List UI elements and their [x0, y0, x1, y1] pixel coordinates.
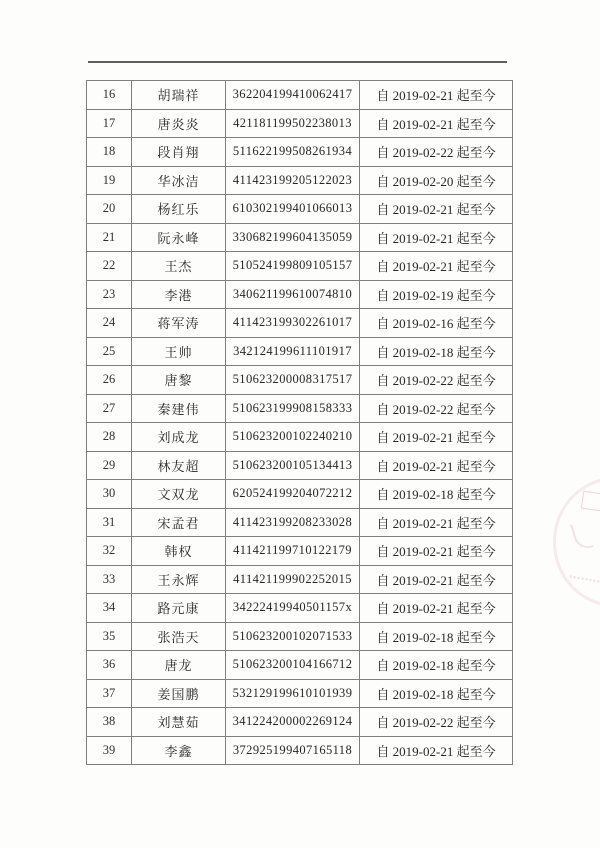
- table-row: [87, 451, 513, 480]
- id-number: 340621199610074810: [226, 280, 360, 309]
- id-number: 34222419940501157x: [226, 594, 360, 623]
- validity-period: 自 2019-02-21 起至今: [360, 195, 513, 224]
- person-name: 刘慧茹: [132, 708, 226, 737]
- validity-period: 自 2019-02-20 起至今: [360, 166, 513, 195]
- person-name: 唐龙: [132, 651, 226, 680]
- validity-period: 自 2019-02-21 起至今: [360, 252, 513, 281]
- row-number: 38: [87, 708, 132, 737]
- table-row: [87, 736, 513, 765]
- person-name: 林友超: [132, 451, 226, 480]
- id-number: 510623200102071533: [226, 622, 360, 651]
- person-name: 王永辉: [132, 565, 226, 594]
- table-row: [87, 480, 513, 509]
- validity-period: 自 2019-02-21 起至今: [360, 451, 513, 480]
- id-number: 532129199610101939: [226, 679, 360, 708]
- validity-period: 自 2019-02-21 起至今: [360, 423, 513, 452]
- validity-period: 自 2019-02-21 起至今: [360, 594, 513, 623]
- person-name: 姜国鹏: [132, 679, 226, 708]
- id-number: 421181199502238013: [226, 109, 360, 138]
- id-number: 610302199401066013: [226, 195, 360, 224]
- row-number: 19: [87, 166, 132, 195]
- table-row: [87, 594, 513, 623]
- row-number: 24: [87, 309, 132, 338]
- validity-period: 自 2019-02-21 起至今: [360, 537, 513, 566]
- id-number: 620524199204072212: [226, 480, 360, 509]
- id-number: 330682199604135059: [226, 223, 360, 252]
- person-name: 韩权: [132, 537, 226, 566]
- person-name: 文双龙: [132, 480, 226, 509]
- person-name: 李港: [132, 280, 226, 309]
- validity-period: 自 2019-02-22 起至今: [360, 708, 513, 737]
- id-number: 411421199902252015: [226, 565, 360, 594]
- row-number: 22: [87, 252, 132, 281]
- table-row: [87, 651, 513, 680]
- row-number: 36: [87, 651, 132, 680]
- row-number: 26: [87, 366, 132, 395]
- table-row: [87, 508, 513, 537]
- row-number: 23: [87, 280, 132, 309]
- table-row: [87, 537, 513, 566]
- person-name: 王杰: [132, 252, 226, 281]
- validity-period: 自 2019-02-22 起至今: [360, 394, 513, 423]
- person-name: 李鑫: [132, 736, 226, 765]
- validity-period: 自 2019-02-21 起至今: [360, 223, 513, 252]
- table-row: [87, 166, 513, 195]
- validity-period: 自 2019-02-22 起至今: [360, 366, 513, 395]
- row-number: 32: [87, 537, 132, 566]
- person-name: 秦建伟: [132, 394, 226, 423]
- id-number: 411423199302261017: [226, 309, 360, 338]
- row-number: 21: [87, 223, 132, 252]
- validity-period: 自 2019-02-19 起至今: [360, 280, 513, 309]
- person-name: 王帅: [132, 337, 226, 366]
- table-row: [87, 195, 513, 224]
- person-name: 华冰洁: [132, 166, 226, 195]
- validity-period: 自 2019-02-18 起至今: [360, 480, 513, 509]
- person-name: 杨红乐: [132, 195, 226, 224]
- table-row: [87, 394, 513, 423]
- id-number: 510524199809105157: [226, 252, 360, 281]
- validity-period: 自 2019-02-18 起至今: [360, 651, 513, 680]
- person-name: 阮永峰: [132, 223, 226, 252]
- table-row: [87, 138, 513, 167]
- id-number: 342124199611101917: [226, 337, 360, 366]
- person-name: 张浩天: [132, 622, 226, 651]
- validity-period: 自 2019-02-18 起至今: [360, 622, 513, 651]
- validity-period: 自 2019-02-18 起至今: [360, 679, 513, 708]
- person-name: 胡瑞祥: [132, 81, 226, 110]
- id-number: 510623199908158333: [226, 394, 360, 423]
- person-name: 唐炎炎: [132, 109, 226, 138]
- table-row: [87, 252, 513, 281]
- id-number: 341224200002269124: [226, 708, 360, 737]
- id-number: 511622199508261934: [226, 138, 360, 167]
- table-row: [87, 337, 513, 366]
- table-row: [87, 423, 513, 452]
- table-row: [87, 81, 513, 110]
- table-row: [87, 280, 513, 309]
- official-seal-stamp: [553, 477, 600, 607]
- validity-period: 自 2019-02-21 起至今: [360, 81, 513, 110]
- row-number: 31: [87, 508, 132, 537]
- seal-inner-mark: [570, 569, 600, 582]
- person-name: 段肖翔: [132, 138, 226, 167]
- person-name: 蒋军涛: [132, 309, 226, 338]
- validity-period: 自 2019-02-18 起至今: [360, 337, 513, 366]
- validity-period: 自 2019-02-22 起至今: [360, 138, 513, 167]
- id-number: 510623200102240210: [226, 423, 360, 452]
- validity-period: 自 2019-02-16 起至今: [360, 309, 513, 338]
- table-row: [87, 366, 513, 395]
- personnel-roster-table: [86, 80, 513, 765]
- seal-inner-mark: [570, 520, 594, 552]
- row-number: 29: [87, 451, 132, 480]
- row-number: 20: [87, 195, 132, 224]
- row-number: 18: [87, 138, 132, 167]
- person-name: 刘成龙: [132, 423, 226, 452]
- row-number: 30: [87, 480, 132, 509]
- validity-period: 自 2019-02-21 起至今: [360, 565, 513, 594]
- validity-period: 自 2019-02-21 起至今: [360, 736, 513, 765]
- id-number: 510623200105134413: [226, 451, 360, 480]
- table-row: [87, 708, 513, 737]
- row-number: 16: [87, 81, 132, 110]
- row-number: 35: [87, 622, 132, 651]
- table-row: [87, 109, 513, 138]
- table-row: [87, 223, 513, 252]
- table-row: [87, 565, 513, 594]
- id-number: 362204199410062417: [226, 81, 360, 110]
- person-name: 唐黎: [132, 366, 226, 395]
- row-number: 25: [87, 337, 132, 366]
- id-number: 372925199407165118: [226, 736, 360, 765]
- validity-period: 自 2019-02-21 起至今: [360, 508, 513, 537]
- validity-period: 自 2019-02-21 起至今: [360, 109, 513, 138]
- id-number: 411423199208233028: [226, 508, 360, 537]
- row-number: 17: [87, 109, 132, 138]
- row-number: 37: [87, 679, 132, 708]
- row-number: 28: [87, 423, 132, 452]
- table-row: [87, 622, 513, 651]
- id-number: 510623200104166712: [226, 651, 360, 680]
- person-name: 路元康: [132, 594, 226, 623]
- table-row: [87, 679, 513, 708]
- id-number: 411423199205122023: [226, 166, 360, 195]
- table-row: [87, 309, 513, 338]
- row-number: 33: [87, 565, 132, 594]
- row-number: 27: [87, 394, 132, 423]
- id-number: 411421199710122179: [226, 537, 360, 566]
- horizontal-rule: [88, 61, 507, 63]
- id-number: 510623200008317517: [226, 366, 360, 395]
- row-number: 39: [87, 736, 132, 765]
- seal-inner-mark: [581, 491, 600, 512]
- person-name: 宋孟君: [132, 508, 226, 537]
- row-number: 34: [87, 594, 132, 623]
